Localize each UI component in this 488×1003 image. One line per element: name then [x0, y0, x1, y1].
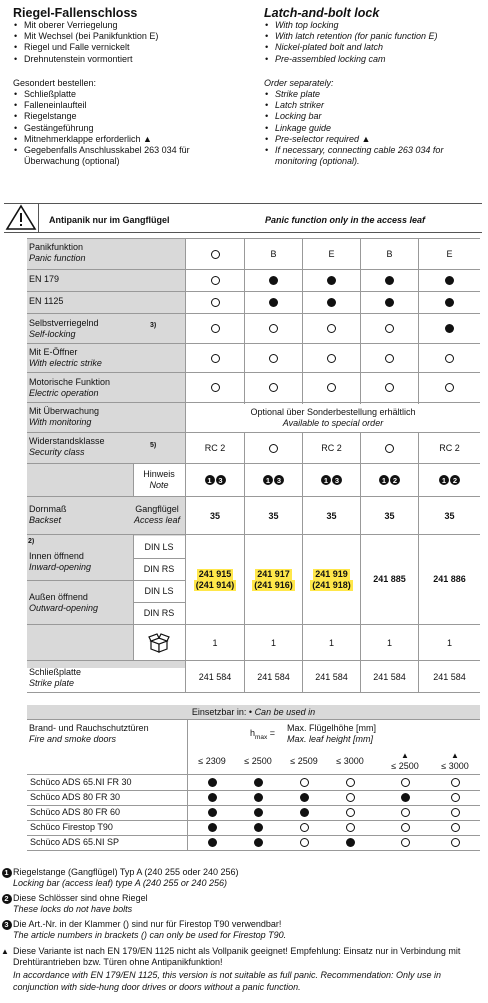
- fire-col-header: [379, 748, 431, 774]
- open-circle-icon: [300, 838, 309, 847]
- cell-text: RC 2: [439, 443, 460, 453]
- usable-header: Einsetzbar in: • Can be used in: [27, 705, 480, 719]
- title-en: Latch-and-bolt lock: [264, 6, 380, 20]
- open-circle-icon: [346, 823, 355, 832]
- cell-text: 1: [328, 637, 334, 648]
- cell-text: 241 584: [433, 671, 466, 682]
- open-circle-icon: [451, 778, 460, 787]
- cell-text: E: [328, 249, 335, 259]
- din-rs-inward: DIN RS: [143, 564, 175, 574]
- order-item: • Pre-selector required ▲: [264, 134, 482, 145]
- note-number-badge: 3: [332, 475, 342, 485]
- footnote-mark-3: 3: [2, 920, 12, 930]
- note-number-badge: 1: [321, 475, 331, 485]
- filled-circle-icon: [208, 778, 217, 787]
- fire-row-name: Schüco Firestop T90: [30, 822, 113, 832]
- footnote-1: 1 Riegelstange (Gangflügel) Typ A (240 255 oder 240 256) Locking bar (access leaf) type A (240 255 or 240 256): [13, 867, 483, 889]
- order-item: • Mitnehmerklappe erforderlich ▲: [13, 134, 248, 145]
- order-item: • Riegelstange: [13, 111, 248, 122]
- open-circle-icon: [300, 823, 309, 832]
- note-number-badge: 2: [390, 475, 400, 485]
- din-rs-outward: DIN RS: [143, 608, 175, 618]
- article-number-alt: (241 916): [254, 579, 293, 590]
- filled-circle-icon: [208, 838, 217, 847]
- fire-row-name: Schüco ADS 80 FR 30: [30, 792, 121, 802]
- note-label: Hinweis Note: [143, 469, 175, 490]
- cell-text: 241 584: [257, 671, 290, 682]
- monitoring-merged-cell: Optional über Sonderbestellung erhältlich Available to special order: [250, 407, 416, 428]
- cell-text: B: [386, 249, 393, 259]
- order-title-de: Gesondert bestellen:: [13, 77, 97, 88]
- cell-text: E: [446, 249, 453, 259]
- fire-col-label: ≤ 2309: [198, 756, 226, 766]
- footnote-2: 2 Diese Schlösser sind ohne Riegel These locks do not have bolts: [13, 893, 483, 915]
- row-label-security: Widerstandsklasse Security class: [29, 436, 105, 457]
- order-item: • Schließplatte: [13, 89, 248, 100]
- row-label-inward: Innen öffnend Inward-opening: [29, 551, 92, 572]
- order-item: • Falleneinlaufteil: [13, 100, 248, 111]
- filled-circle-icon: [208, 793, 217, 802]
- cell-text: 1: [386, 637, 392, 648]
- filled-circle-icon: [254, 778, 263, 787]
- filled-circle-icon: [254, 808, 263, 817]
- open-circle-icon: [451, 808, 460, 817]
- row-label-monitor: Mit Überwachung With monitoring: [29, 406, 100, 427]
- footnote-4: ▲ Diese Variante ist nach EN 179/EN 1125 nicht als Vollpanik geeignet! Empfehlung: Einsatz nur in Verbindung mit Drehtürantrieben bzw. Türen ohne Antipanikfunktion! In accordance with EN 179/EN 1125, this version is not suitable as full panic. Recommendation: Only use in conjunction with side-hung door drives or doors without a panic function.: [1, 946, 461, 992]
- warning-text-de: Antipanik nur im Gangflügel: [49, 215, 170, 225]
- fire-col-label: ≤ 2500: [391, 761, 419, 771]
- filled-circle-icon: [254, 793, 263, 802]
- fire-col-label: ≤ 3000: [441, 761, 469, 771]
- order-item: • If necessary, connecting cable 263 034 for monitoring (optional).: [264, 145, 474, 167]
- filled-circle-icon: [300, 793, 309, 802]
- fire-col-header: [429, 748, 481, 774]
- article-number: 241 917: [257, 568, 290, 579]
- access-leaf-label: Gangflügel Access leaf: [133, 504, 181, 525]
- order-item: • Latch striker: [264, 100, 482, 111]
- filled-circle-icon: [401, 793, 410, 802]
- title-de: Riegel-Fallenschloss: [13, 6, 138, 20]
- row-label-backset: Dornmaß Backset: [29, 504, 67, 525]
- footnote-mark-2: 2: [2, 894, 12, 904]
- filled-circle-icon: [208, 808, 217, 817]
- article-number-alt: (241 914): [195, 579, 235, 590]
- warning-text-en: Panic function only in the access leaf: [265, 215, 426, 225]
- filled-circle-icon: [254, 838, 263, 847]
- filled-circle-icon: [208, 823, 217, 832]
- cell-text: RC 2: [204, 443, 226, 453]
- open-circle-icon: [401, 808, 410, 817]
- cell-text: 1: [446, 637, 452, 648]
- filled-circle-icon: [254, 823, 263, 832]
- order-item: • Linkage guide: [264, 123, 482, 134]
- article-number: 241 885: [373, 574, 406, 584]
- ref-3: 3): [150, 322, 157, 329]
- footnote-mark-triangle: ▲: [1, 947, 9, 956]
- row-label-outward: Außen öffnend Outward-opening: [29, 592, 99, 613]
- article-number: 241 915: [198, 568, 232, 579]
- article-number-alt: (241 918): [312, 579, 351, 590]
- cell-text: 1: [270, 637, 276, 648]
- article-number: 241 886: [433, 574, 466, 584]
- feature-item: • Nickel-plated bolt and latch: [264, 42, 482, 53]
- feature-item: • Riegel und Falle vernickelt: [13, 42, 248, 53]
- cell-text: 241 584: [198, 671, 232, 682]
- note-number-badge: 1: [205, 475, 215, 485]
- fire-col-header: [324, 748, 376, 774]
- cell-text: 35: [384, 510, 395, 521]
- fire-col-label: ≤ 3000: [336, 756, 364, 766]
- row-label-en1125: EN 1125: [29, 296, 64, 306]
- open-circle-icon: [401, 778, 410, 787]
- feature-item: • With top locking: [264, 20, 482, 31]
- order-title-en: Order separately:: [264, 77, 334, 88]
- fire-col-label: ≤ 2509: [290, 756, 318, 766]
- cell-text: 35: [444, 510, 455, 521]
- open-circle-icon: [346, 793, 355, 802]
- order-item: • Gestängeführung: [13, 123, 248, 134]
- feature-item: • Mit Wechsel (bei Panikfunktion E): [13, 31, 248, 42]
- cell-text: 35: [209, 510, 220, 521]
- feature-item: • Mit oberer Verriegelung: [13, 20, 248, 31]
- fire-row-name: Schüco ADS 65.NI SP: [30, 837, 120, 847]
- footnote-3: 3 Die Art.-Nr. in der Klammer () sind nur für Firestop T90 verwendbar! The article numbers in brackets () can only be used for Firestop T90.: [13, 919, 483, 941]
- row-label-selflock: Selbstverriegelnd Self-locking: [29, 318, 99, 339]
- open-circle-icon: [451, 823, 460, 832]
- fire-col-header: [232, 748, 284, 774]
- din-ls-outward: DIN LS: [144, 586, 174, 596]
- open-circle-icon: [451, 838, 460, 847]
- hmax-symbol: $h_{max}$ =: [250, 728, 276, 741]
- filled-circle-icon: [300, 808, 309, 817]
- row-label-en179: EN 179: [29, 274, 60, 284]
- open-circle-icon: [346, 808, 355, 817]
- note-number-badge: 1: [439, 475, 449, 485]
- ref-2: 2): [28, 538, 35, 545]
- order-item: • Strike plate: [264, 89, 482, 100]
- cell-text: RC 2: [321, 443, 342, 453]
- note-number-badge: 1: [379, 475, 389, 485]
- ref-5: 5): [150, 442, 157, 449]
- row-label-motor: Motorische Funktion Electric operation: [29, 377, 111, 398]
- triangle-marker-icon: ▲: [451, 751, 459, 760]
- hmax-desc: Max. Flügelhöhe [mm] Max. leaf height [mm]: [287, 723, 377, 744]
- cell-text: 241 584: [315, 671, 348, 682]
- note-number-badge: 2: [450, 475, 460, 485]
- row-label-panic: Panikfunktion Panic function: [29, 242, 86, 263]
- open-circle-icon: [451, 793, 460, 802]
- cell-text: 35: [268, 510, 279, 521]
- order-item: • Gegebenfalls Anschlusskabel 263 034 für Überwachung (optional): [13, 145, 235, 167]
- note-number-badge: 3: [274, 475, 284, 485]
- fire-row-name: Schüco ADS 65.NI FR 30: [30, 777, 132, 787]
- cell-text: B: [270, 249, 277, 259]
- fire-title: Brand- und Rauchschutztüren Fire and smoke doors: [29, 723, 149, 744]
- open-circle-icon: [346, 778, 355, 787]
- cell-text: 241 584: [373, 671, 406, 682]
- note-number-badge: 1: [263, 475, 273, 485]
- feature-item: • Drehnutenstein vormontiert: [13, 54, 248, 65]
- feature-item: • With latch retention (for panic function E): [264, 31, 482, 42]
- note-number-badge: 3: [216, 475, 226, 485]
- din-ls-inward: DIN LS: [144, 542, 174, 552]
- cell-text: 35: [326, 510, 337, 521]
- open-circle-icon: [401, 838, 410, 847]
- order-item: • Locking bar: [264, 111, 482, 122]
- filled-circle-icon: [346, 838, 355, 847]
- fire-col-header: [186, 748, 238, 774]
- fire-row-name: Schüco ADS 80 FR 60: [30, 807, 121, 817]
- open-circle-icon: [401, 823, 410, 832]
- footnote-mark-1: 1: [2, 868, 12, 878]
- feature-item: • Pre-assembled locking cam: [264, 54, 482, 65]
- fire-col-label: ≤ 2500: [244, 756, 272, 766]
- row-label-estrike: Mit E-Öffner With electric strike: [29, 347, 102, 368]
- open-circle-icon: [300, 778, 309, 787]
- row-label-strike: Schließplatte Strike plate: [29, 667, 82, 688]
- triangle-marker-icon: ▲: [401, 751, 409, 760]
- article-number: 241 919: [315, 568, 348, 579]
- cell-text: 1: [212, 637, 218, 648]
- fire-col-header: [278, 748, 330, 774]
